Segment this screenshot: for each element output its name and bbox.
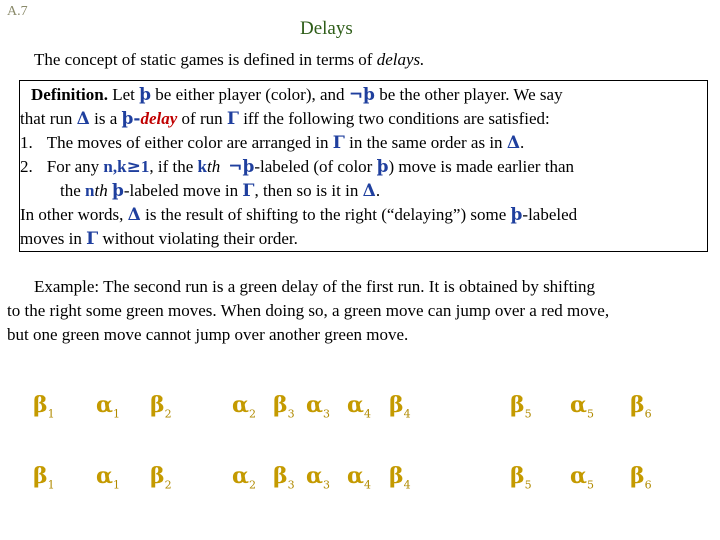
player-symbol: þ	[139, 85, 152, 105]
text: -labeled (of color	[254, 157, 377, 176]
text: be either player (color), and	[151, 85, 349, 104]
move-alpha-2	[232, 463, 256, 491]
move-letter: α	[570, 463, 587, 489]
move-subscript: 1	[112, 478, 120, 492]
text: the	[60, 181, 86, 200]
move-beta-4	[389, 392, 411, 420]
move-alpha-1	[96, 392, 120, 420]
move-letter: β	[510, 463, 525, 489]
move-letter: β	[630, 463, 645, 489]
move-letter: α	[306, 463, 323, 489]
text: is a	[89, 109, 122, 128]
text: The moves of either color are arranged in	[46, 133, 333, 152]
text: , if the	[149, 157, 198, 176]
slide-label: A.7	[7, 4, 28, 19]
text: iff the following two conditions are satisfied:	[238, 109, 550, 128]
geq-symbol: ≥	[126, 157, 141, 177]
example-line-3: but one green move cannot jump over another green move.	[7, 325, 409, 344]
move-letter: β	[273, 463, 288, 489]
move-subscript: 4	[363, 478, 371, 492]
example-line-2: to the right some green moves. When doing so, a green move can jump over a red move,	[7, 301, 610, 320]
move-letter: β	[150, 392, 165, 418]
text: of run	[177, 109, 227, 128]
definition-condition-2-continued	[60, 181, 380, 201]
text: moves in	[20, 229, 87, 248]
text: -labeled move in	[123, 181, 243, 200]
delta-symbol: Δ	[362, 181, 376, 201]
variable-n: n	[85, 181, 95, 200]
move-alpha-3	[306, 463, 330, 491]
move-subscript: 1	[47, 407, 55, 421]
definition-box	[19, 80, 708, 252]
intro-text	[34, 50, 424, 70]
definition-line-7	[20, 229, 298, 249]
example-line-1: Example: The second run is a green delay of the first run. It is obtained by shifting	[34, 277, 596, 296]
move-letter: α	[232, 392, 249, 418]
move-letter: α	[347, 463, 364, 489]
text: is the result of shifting to the right (“delaying”) some	[140, 205, 511, 224]
move-subscript: 5	[524, 478, 532, 492]
move-alpha-1	[96, 463, 120, 491]
move-letter: β	[510, 392, 525, 418]
text: , then so is it in	[254, 181, 363, 200]
player-symbol: þ	[111, 181, 124, 201]
delta-symbol: Δ	[127, 205, 141, 225]
move-beta-3	[273, 392, 295, 420]
move-subscript: 2	[248, 478, 256, 492]
definition-condition-1	[20, 133, 524, 153]
move-alpha-4	[347, 392, 371, 420]
move-subscript: 1	[112, 407, 120, 421]
move-alpha-5	[570, 463, 594, 491]
delta-symbol: Δ	[506, 133, 521, 153]
text: that run	[20, 109, 77, 128]
text: Let	[107, 85, 140, 104]
list-number: 1.	[20, 133, 33, 152]
move-subscript: 6	[644, 407, 652, 421]
text: .	[520, 133, 525, 152]
move-beta-2	[150, 392, 172, 420]
other-player-symbol: ¬þ	[348, 85, 375, 105]
move-beta-6	[630, 392, 652, 420]
move-letter: β	[150, 463, 165, 489]
definition-line-6	[20, 205, 577, 225]
gamma-symbol: Γ	[242, 181, 255, 201]
move-beta-5	[510, 392, 532, 420]
move-subscript: 2	[164, 478, 172, 492]
text: in the same order as in	[344, 133, 507, 152]
move-beta-1	[33, 463, 55, 491]
ordinal-suffix: th	[94, 181, 108, 200]
move-letter: α	[232, 463, 249, 489]
gamma-symbol: Γ	[332, 133, 345, 153]
text: ) move is made earlier than	[388, 157, 574, 176]
move-beta-1	[33, 392, 55, 420]
move-letter: α	[96, 463, 113, 489]
gamma-symbol: Γ	[86, 229, 99, 249]
move-subscript: 6	[644, 478, 652, 492]
move-letter: β	[33, 463, 48, 489]
move-letter: β	[33, 392, 48, 418]
move-alpha-2	[232, 392, 256, 420]
variables-nk: n,k	[103, 157, 127, 176]
move-letter: α	[347, 392, 364, 418]
slide-title: Delays	[300, 18, 353, 39]
move-alpha-3	[306, 392, 330, 420]
delay-term: delay	[140, 109, 178, 128]
move-subscript: 4	[403, 407, 411, 421]
move-alpha-5	[570, 392, 594, 420]
move-beta-2	[150, 463, 172, 491]
ordinal-suffix: th	[206, 157, 221, 176]
player-symbol: þ	[376, 157, 389, 177]
move-alpha-4	[347, 463, 371, 491]
definition-condition-2	[20, 157, 574, 177]
move-subscript: 4	[403, 478, 411, 492]
move-letter: β	[273, 392, 288, 418]
text: be the other player. We say	[374, 85, 563, 104]
player-symbol: þ-	[121, 109, 141, 129]
move-beta-5	[510, 463, 532, 491]
move-subscript: 5	[524, 407, 532, 421]
move-subscript: 2	[164, 407, 172, 421]
player-symbol: þ	[510, 205, 523, 225]
gamma-symbol: Γ	[226, 109, 239, 129]
move-subscript: 5	[586, 478, 594, 492]
move-letter: β	[389, 392, 404, 418]
text: .	[375, 181, 381, 200]
definition-line-1	[31, 85, 563, 105]
variable-k: k	[197, 157, 207, 176]
definition-line-2	[20, 109, 550, 129]
text: For any	[46, 157, 104, 176]
number-one: 1	[140, 157, 150, 176]
move-subscript: 3	[322, 478, 330, 492]
move-letter: β	[389, 463, 404, 489]
move-letter: α	[96, 392, 113, 418]
move-letter: β	[630, 392, 645, 418]
move-letter: α	[306, 392, 323, 418]
intro-prefix: The concept of static games is defined in terms of	[34, 50, 377, 69]
text: In other words,	[20, 205, 128, 224]
move-subscript: 3	[287, 478, 295, 492]
text: without violating their order.	[98, 229, 298, 248]
move-subscript: 5	[586, 407, 594, 421]
move-letter: α	[570, 392, 587, 418]
other-player-symbol: ¬þ	[228, 157, 255, 177]
move-subscript: 3	[287, 407, 295, 421]
text: -labeled	[522, 205, 578, 224]
move-beta-6	[630, 463, 652, 491]
delta-symbol: Δ	[76, 109, 90, 129]
move-beta-4	[389, 463, 411, 491]
move-subscript: 3	[322, 407, 330, 421]
move-subscript: 2	[248, 407, 256, 421]
move-subscript: 4	[363, 407, 371, 421]
list-number: 2.	[20, 157, 33, 176]
move-beta-3	[273, 463, 295, 491]
definition-heading: Definition.	[31, 85, 108, 104]
intro-emphasis: delays.	[376, 50, 425, 69]
move-subscript: 1	[47, 478, 55, 492]
